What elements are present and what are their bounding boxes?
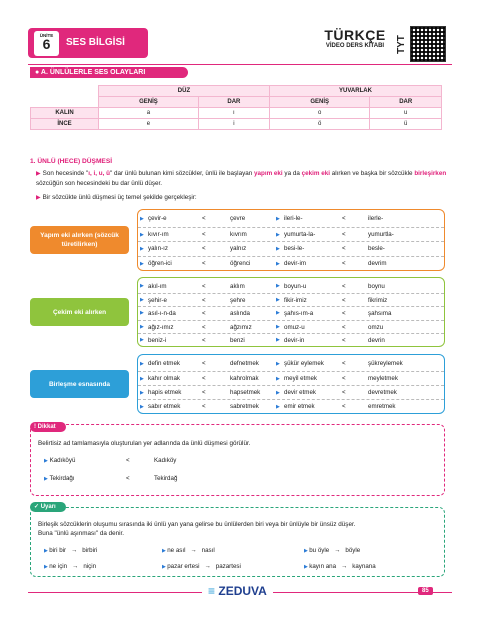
example-row	[138, 399, 444, 413]
qr-code[interactable]	[410, 26, 446, 62]
example-row	[138, 371, 444, 385]
table-cell: u	[370, 108, 442, 119]
unit-badge	[34, 31, 59, 56]
symbol: <	[202, 403, 206, 410]
symbol: <	[202, 230, 206, 238]
symbol: <	[342, 245, 346, 252]
bullet-icon: ▶	[276, 231, 280, 238]
exam-label: TYT	[396, 35, 407, 55]
symbol: <	[202, 389, 206, 396]
word: boyun-u	[284, 283, 307, 290]
zeduva-logo: ≡ ZEDUVA	[202, 584, 273, 598]
word: kahrolmak	[230, 375, 259, 382]
word: böyle	[345, 547, 361, 554]
bullet-icon: ▶	[276, 216, 280, 222]
table-cell: o	[269, 108, 370, 119]
word: şahıs-ım-a	[284, 310, 314, 318]
word: emir etmek	[284, 403, 315, 410]
word: meyletmek	[368, 375, 398, 382]
word: hapis etmek	[148, 389, 182, 396]
symbol: <	[202, 297, 206, 305]
word: hapsetmek	[230, 389, 261, 396]
word: kahır olmak	[148, 375, 180, 382]
word: pazar ertesi	[167, 563, 200, 570]
example-row	[138, 280, 444, 293]
bullet-icon: ▶	[276, 283, 280, 289]
table-cell: ü	[370, 119, 442, 130]
word: kıvır-ım	[148, 230, 169, 238]
arrow: →	[71, 547, 78, 554]
dikkat-row: ▶ Tekirdağı < Tekirdağ	[44, 475, 178, 482]
table-group-header: DÜZ	[99, 86, 270, 97]
word: bu öyle	[309, 547, 330, 554]
bullet-icon: ▶	[276, 404, 280, 410]
brand-main: TÜRKÇE	[324, 27, 386, 43]
symbol: <	[342, 336, 346, 344]
uyari-item	[44, 563, 96, 570]
text-run: birleşirken	[414, 170, 447, 177]
logo-text: ZEDUVA	[218, 584, 267, 598]
example-box	[137, 277, 445, 347]
header-divider	[28, 64, 452, 65]
bullet-icon: ▶	[276, 310, 280, 317]
example-row	[138, 306, 444, 319]
uyari-item	[162, 547, 215, 554]
symbol: <	[342, 375, 346, 382]
word: ağzımız	[230, 323, 252, 331]
example-row	[138, 212, 444, 227]
row-label: İNCE	[31, 119, 99, 130]
symbol: <	[202, 245, 206, 252]
uyari-badge: ✓ Uyarı	[30, 502, 66, 512]
word: çevre	[230, 215, 246, 222]
word: Kadıköy	[154, 457, 177, 464]
word: fikrimiz	[368, 297, 388, 305]
bullet-icon: ▶	[276, 361, 280, 367]
symbol: <	[202, 283, 206, 290]
table-col-header: GENİŞ	[269, 97, 370, 108]
word: nasıl	[201, 547, 215, 554]
text-run: Bir sözcükte ünlü düşmesi üç temel şekilde gerçekleşir:	[42, 194, 197, 201]
example-row	[138, 227, 444, 242]
symbol: <	[342, 310, 346, 318]
bullet-icon: ▶	[162, 564, 168, 570]
word: aklım	[230, 283, 245, 290]
table-row	[31, 119, 442, 130]
word: biri bir	[49, 547, 67, 554]
table-cell: i	[198, 119, 269, 130]
bullet-icon: ▶	[44, 564, 50, 570]
text-run: çekim eki	[301, 170, 330, 177]
bullet-icon: ▶	[140, 323, 144, 330]
table-cell: ö	[269, 119, 370, 130]
dikkat-badge: ! Dikkat	[30, 422, 66, 432]
paragraph-1: ▶ Son hecesinde "ı, i, u, ü" dar ünlü bulunan kimi sözcükler, ünlü ile başlayan yapım eki ya da çekim eki alırken ve başka bir sözcükle birleşirken sözcüğün son hecesindeki bu dar ünlü düşer.	[36, 170, 447, 187]
bullet-icon: ▶	[276, 260, 280, 267]
word: pazartesi	[215, 563, 241, 570]
symbol: <	[202, 323, 206, 331]
arrow: →	[204, 563, 211, 570]
text-run: alırken ve başka bir sözcükle	[329, 170, 415, 177]
word: beniz-i	[148, 336, 167, 344]
bullet-icon: ▶	[276, 246, 280, 252]
word: birbiri	[82, 547, 98, 554]
bullet-icon: ▶	[140, 376, 144, 382]
subsection-title: 1. ÜNLÜ (HECE) DÜŞMESİ	[30, 158, 113, 165]
bullet-icon: ▶	[140, 336, 144, 343]
bullet-icon: ▶	[276, 376, 280, 382]
bullet-icon: ▶	[140, 404, 144, 410]
symbol: <	[342, 283, 346, 290]
brand-sub: VİDEO DERS KİTABI	[325, 43, 385, 49]
example-row	[138, 256, 444, 271]
bullet-icon: ▶	[140, 390, 144, 396]
symbol: <	[342, 360, 346, 367]
table-cell: ı	[198, 108, 269, 119]
bullet-icon: ▶	[140, 216, 144, 222]
word: omuz-u	[284, 323, 305, 331]
word: emretmek	[368, 403, 396, 410]
word: asıl-ı-n-da	[148, 310, 176, 318]
text-run: " dar ünlü bulunan kimi sözcükler, ünlü ile başlayan	[109, 170, 254, 177]
group-label: Birleşme esnasında	[30, 370, 129, 398]
word: öğren-ici	[148, 259, 172, 267]
word: devir-im	[284, 259, 307, 267]
word: kayın ana	[309, 563, 337, 570]
table-row	[31, 108, 442, 119]
word: ne asıl	[167, 547, 186, 554]
word: şahsıma	[368, 310, 392, 318]
word: defnetmek	[230, 360, 259, 367]
uyari-item	[162, 563, 241, 570]
symbol: <	[342, 215, 346, 222]
word: kıvrım	[230, 230, 247, 238]
word: çevir-e	[148, 215, 167, 222]
word: ilerle-	[368, 215, 384, 222]
symbol: <	[342, 259, 346, 267]
word: fikir-imiz	[284, 297, 307, 305]
word: öğrenci	[230, 259, 251, 267]
uyari-text-2: Buna "ünlü aşınması" da denir.	[38, 530, 125, 537]
word: ağız-ımız	[148, 323, 174, 331]
dikkat-box	[30, 424, 445, 496]
table-col-header: DAR	[370, 97, 442, 108]
word: yalnız	[230, 245, 247, 252]
word: devretmek	[368, 389, 397, 396]
bullet-icon: ▶	[140, 310, 144, 317]
symbol: <	[202, 215, 206, 222]
word: boynu	[368, 283, 385, 290]
text-run: sözcüğün son hecesindeki bu dar ünlü düşer.	[36, 180, 163, 187]
symbol: <	[202, 310, 206, 318]
word: ileri-le-	[284, 215, 303, 222]
symbol: <	[202, 375, 206, 382]
brand-title	[318, 27, 392, 49]
text-run: ya da	[282, 170, 302, 177]
text-run: yapım eki	[253, 170, 283, 177]
uyari-text-1: Birleşik sözcüklerin oluşumu sırasında iki ünlü yan yana gelirse bu ünlülerden biri veya bir ünlüyle bir ünsüz düşer.	[38, 521, 356, 528]
example-row	[138, 333, 444, 346]
table-col-header: DAR	[198, 97, 269, 108]
word: şehre	[230, 297, 246, 305]
arrow: →	[72, 563, 79, 570]
symbol: <	[202, 259, 206, 267]
example-box	[137, 354, 445, 414]
word: devir etmek	[284, 389, 316, 396]
word: Tekirdağ	[154, 475, 178, 482]
bullet-icon: ▶	[140, 361, 144, 367]
word: şükür eylemek	[284, 360, 324, 367]
symbol: <	[202, 360, 206, 367]
word: sabretmek	[230, 403, 259, 410]
word: besle-	[368, 245, 385, 252]
bullet-icon: ▶	[140, 260, 144, 267]
word: devir-in	[284, 336, 305, 344]
unit-title: SES BİLGİSİ	[66, 37, 125, 48]
dikkat-title: Dikkat	[37, 424, 56, 430]
example-row	[138, 385, 444, 399]
uyari-item	[304, 563, 376, 570]
example-row	[138, 293, 444, 306]
word: omzu	[368, 323, 384, 331]
word: besi-le-	[284, 245, 305, 252]
word: yumurtla-	[368, 230, 394, 238]
word: aslında	[230, 310, 250, 318]
word: Kadıköyü	[49, 457, 76, 464]
example-row	[138, 357, 444, 371]
bullet-icon: ▶	[276, 323, 280, 330]
bullet-icon: ▶	[140, 297, 144, 304]
symbol: <	[342, 297, 346, 305]
unit-label: ÜNİTE	[39, 33, 54, 38]
dikkat-row: ▶ Kadıköyü < Kadıköy	[44, 457, 177, 464]
word: yumurta-la-	[284, 230, 316, 238]
uyari-title: Uyarı	[40, 504, 56, 510]
table-cell: e	[99, 119, 199, 130]
vowel-table	[30, 85, 442, 130]
word: ne için	[49, 563, 68, 570]
text-run: Son hecesinde "	[42, 170, 89, 177]
word: niçin	[83, 563, 97, 570]
example-box	[137, 209, 445, 271]
group-label: Yapım eki alırken (sözcük türetilirken)	[30, 226, 129, 254]
word: Tekirdağı	[49, 475, 75, 482]
arrow: →	[334, 547, 341, 554]
word: kaynana	[352, 563, 376, 570]
page-number: 85	[418, 587, 433, 595]
section-title: A. ÜNLÜLERLE SES OLAYLARI	[40, 69, 146, 76]
symbol: <	[342, 230, 346, 238]
table-cell: a	[99, 108, 199, 119]
bullet-icon: ▶	[140, 231, 144, 238]
symbol: <	[126, 457, 130, 464]
symbol: <	[342, 403, 346, 410]
symbol: <	[126, 475, 130, 482]
paragraph-2: ▶ Bir sözcükte ünlü düşmesi üç temel şekilde gerçekleşir:	[36, 194, 197, 201]
bullet-icon: ▶	[276, 336, 280, 343]
arrow: →	[341, 563, 348, 570]
word: şükreylemek	[368, 360, 403, 367]
word: meyil etmek	[284, 375, 318, 382]
symbol: <	[342, 389, 346, 396]
word: akıl-ım	[148, 283, 167, 290]
bullet-icon: ▶	[304, 548, 310, 554]
text-run: ı, i, u, ü	[88, 170, 110, 177]
example-row	[138, 320, 444, 333]
bullet-icon: ▶	[162, 548, 168, 554]
bullet-icon: ▶	[44, 548, 50, 554]
bullet-icon: ▶	[276, 297, 280, 304]
uyari-item	[304, 547, 360, 554]
unit-number: 6	[42, 36, 51, 52]
word: defin etmek	[148, 360, 180, 367]
arrow: →	[190, 547, 197, 554]
bullet-icon: ▶	[140, 283, 144, 289]
word: sabır etmek	[148, 403, 181, 410]
row-label: KALIN	[31, 108, 99, 119]
symbol: <	[202, 336, 206, 344]
uyari-item	[44, 547, 97, 554]
word: şehir-e	[148, 297, 167, 305]
word: yalın-ız	[148, 245, 168, 252]
table-group-header: YUVARLAK	[269, 86, 441, 97]
bullet-icon: ▶	[276, 390, 280, 396]
bullet-icon: ▶	[140, 246, 144, 252]
example-row	[138, 241, 444, 256]
bullet-icon: ▶	[304, 564, 310, 570]
symbol: <	[342, 323, 346, 331]
word: benzi	[230, 336, 245, 344]
section-heading: ● A. ÜNLÜLERLE SES OLAYLARI	[30, 67, 188, 78]
dikkat-text: Belirtisiz ad tamlamasıyla oluşturulan yer adlarında da ünlü düşmesi görülür.	[38, 440, 251, 447]
group-label: Çekim eki alırken	[30, 298, 129, 326]
word: devrin	[368, 336, 385, 344]
word: devrim	[368, 259, 387, 267]
table-col-header: GENİŞ	[99, 97, 199, 108]
